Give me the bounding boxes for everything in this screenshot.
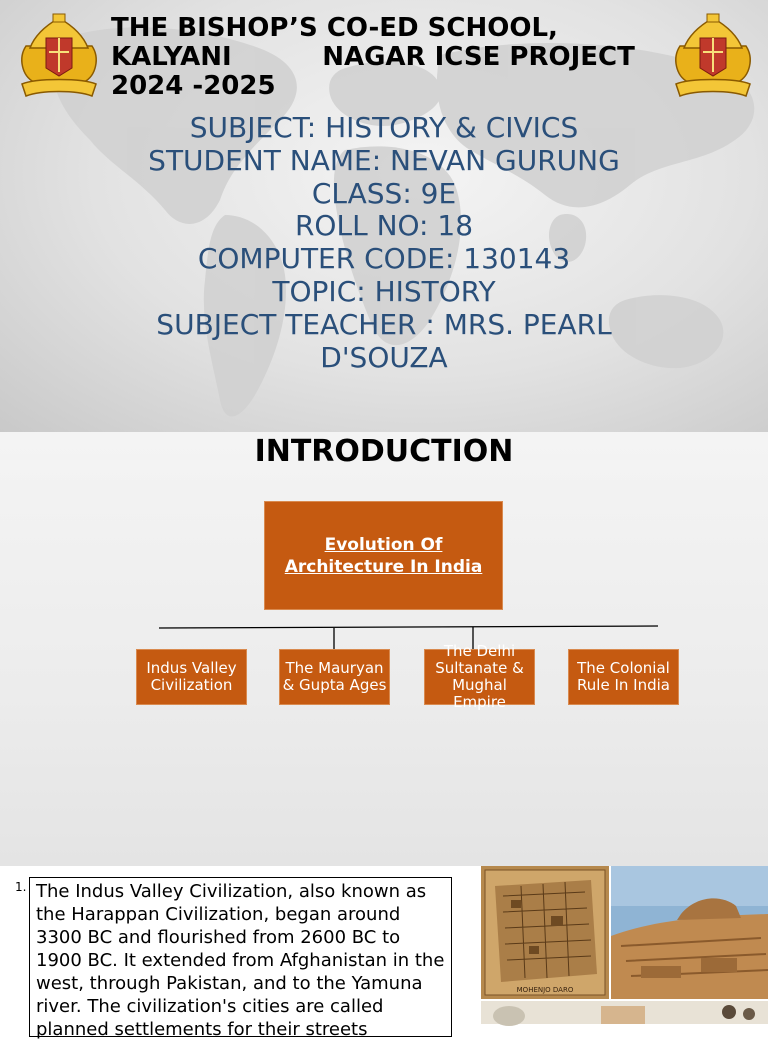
mohenjo-daro-map-image — [481, 866, 609, 999]
list-number: 1. — [15, 880, 27, 894]
subject-line: SUBJECT: HISTORY & CIVICS — [189, 111, 579, 144]
introduction-title: INTRODUCTION — [254, 434, 514, 469]
indus-valley-photo-collage — [481, 866, 768, 1024]
delhi-sultanate-mughal-box: The Delhi Sultanate & Mughal Empire — [424, 649, 535, 705]
school-title-line-2: KALYANI NAGAR ICSE PROJECT — [111, 42, 635, 72]
project-details — [0, 112, 768, 374]
teacher-line-1: SUBJECT TEACHER : MRS. PEARL — [156, 307, 612, 341]
student-name-line: STUDENT NAME: NEVAN GURUNG — [148, 143, 620, 177]
school-title-line-1: THE BISHOP’S CO-ED SCHOOL, — [111, 13, 558, 43]
mauryan-gupta-box: The Mauryan & Gupta Ages — [279, 649, 390, 705]
teacher-line-2: D'SOUZA — [320, 340, 448, 374]
evolution-architecture-box: Evolution Of Architecture In India — [264, 501, 503, 610]
colonial-rule-box: The Colonial Rule In India — [568, 649, 679, 705]
mohenjo-daro-ruins-photo — [611, 866, 768, 999]
class-line: CLASS: 9E — [311, 176, 457, 210]
school-title-line-3: 2024 -2025 — [111, 71, 276, 101]
roll-number-line: ROLL NO: 18 — [294, 209, 474, 243]
computer-code-line: COMPUTER CODE: 130143 — [197, 242, 571, 276]
topic-line: TOPIC: HISTORY — [272, 274, 496, 308]
title-slide — [0, 0, 768, 432]
map-caption: MOHENJO DARO — [516, 986, 574, 994]
artifact-photos-strip — [481, 1001, 768, 1026]
school-crest-right — [670, 8, 756, 100]
school-crest-left — [16, 8, 102, 100]
introduction-slide — [0, 432, 768, 866]
indus-valley-paragraph: The Indus Valley Civilization, also known as the Harappan Civilization, began around 3300 BC and flourished from 2600 BC to 1900 BC. It extended from Afghanistan in the west, through Pakistan, and to the Yamuna river. The civilization's cities are called planned settlements for their streets — [29, 877, 452, 1037]
indus-valley-slide — [0, 866, 768, 1040]
indus-valley-box: Indus Valley Civilization — [136, 649, 247, 705]
school-title — [111, 14, 651, 101]
